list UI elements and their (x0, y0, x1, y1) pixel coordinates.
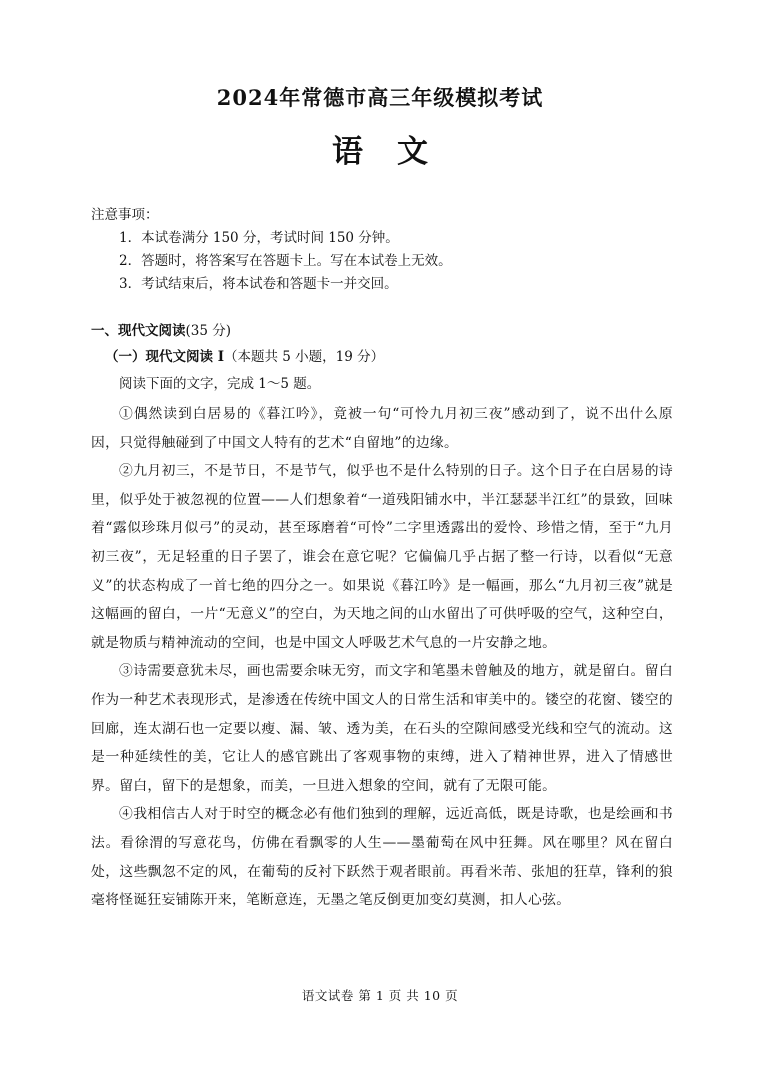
subject-title: 语文 (332, 134, 462, 170)
notes-heading: 注意事项： (91, 207, 159, 223)
reading-instruction: 阅读下面的文字，完成 1～5 题。 (119, 376, 321, 392)
passage-paragraph: ③诗需要意犹未尽，画也需要余味无穷，而文字和笔墨未曾触及的地方，就是留白。留白作为一种艺术表现形式，是渗透在传统中国文人的日常生活和审美中的。镂空的花窗、镂空的回廊，连太湖石也一定要以瘦、漏、皱、透为美，在石头的空隙间感受光线和空气的流动。这是一种延续性的美，它让人的感官跳出了客观事物的束缚，进入了精神世界，进入了情感世界。留白，留下的是想象，而美，一旦进入想象的空间，就有了无限可能。 (91, 663, 673, 794)
section-score: (35 分) (185, 323, 232, 339)
exam-notes (91, 204, 691, 296)
notes-item: 2．答题时，将答案写在答题卡上。写在本试卷上无效。 (119, 253, 452, 269)
notes-list (91, 227, 691, 296)
passage-paragraph: ②九月初三，不是节日，不是节气，似乎也不是什么特别的日子。这个日子在白居易的诗里，似乎处于被忽视的位置——人们想象着“一道残阳铺水中，半江瑟瑟半江红”的景致，回味着“露似珍珠月似弓”的灵动，甚至琢磨着“可怜”二字里透露出的爱怜、珍惜之情，至于“九月初三夜”，无足轻重的日子罢了，谁会在意它呢？它偏偏几乎占据了整一行诗，以看似“无意义”的状态构成了一首七绝的四分之一。如果说《暮江吟》是一幅画，那么“九月初三夜”就是这幅画的留白，一片“无意义”的空白，为天地之间的山水留出了可供呼吸的空气，这种空白，就是物质与精神流动的空间，也是中国文人呼吸艺术气息的一片安静之地。 (91, 463, 673, 651)
section-title: 一、现代文阅读 (91, 323, 186, 339)
subsection-heading (105, 346, 384, 369)
notes-item: 3．考试结束后，将本试卷和答题卡一并交回。 (119, 276, 398, 292)
subsection-detail: （本题共 5 小题，19 分） (224, 349, 385, 365)
reading-passage (91, 400, 673, 915)
passage-paragraph: ①偶然读到白居易的《暮江吟》，竟被一句“可怜九月初三夜”感动到了，说不出什么原因，只觉得触碰到了中国文人特有的艺术“自留地”的边缘。 (91, 406, 673, 451)
section-heading (91, 320, 231, 343)
page-footer: 语文试卷 第 1 页 共 10 页 (301, 988, 459, 1003)
notes-item: 1．本试卷满分 150 分，考试时间 150 分钟。 (119, 230, 399, 246)
subsection-title: （一）现代文阅读 I (105, 349, 225, 365)
exam-title: 2024年常德市高三年级模拟考试 (216, 85, 544, 110)
passage-paragraph: ④我相信古人对于时空的概念必有他们独到的理解，远近高低，既是诗歌，也是绘画和书法。看徐渭的写意花鸟，仿佛在看飘零的人生——墨葡萄在风中狂舞。风在哪里？风在留白处，这些飘忽不定的风，在葡萄的反衬下跃然于观者眼前。再看米芾、张旭的狂草，锋利的狼毫将怪诞狂妄铺陈开来，笔断意连，无墨之笔反倒更加变幻莫测，扣人心弦。 (91, 806, 673, 909)
